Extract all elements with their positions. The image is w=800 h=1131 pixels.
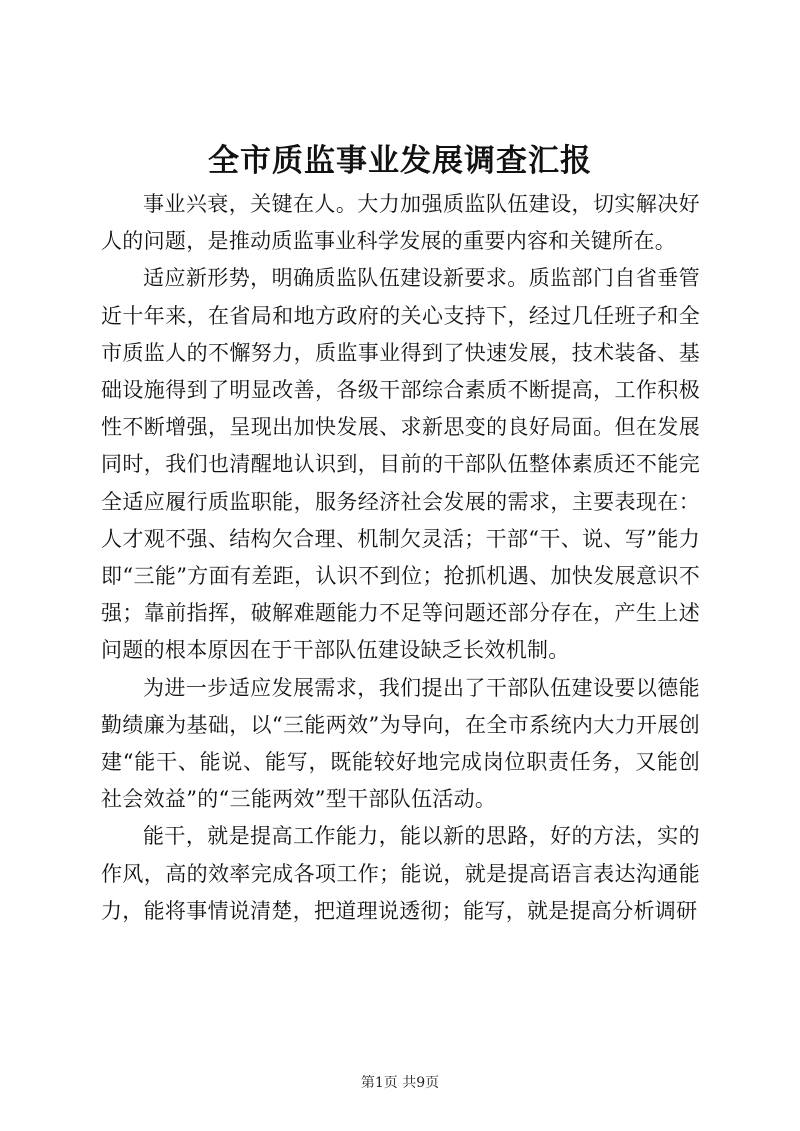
paragraph-new-requirements: 适应新形势，明确质监队伍建设新要求。质监部门自省垂管近十年来，在省局和地方政府的关心支持下，经过几任班子和全市质监人的不懈努力，质监事业得到了快速发展，技术装备、基础设施得到了明显改善，各级干部综合素质不断提高，工作积极性不断增强，呈现出加快发展、求新思变的良好局面。但在发展同时，我们也清醒地认识到，目前的干部队伍整体素质还不能完全适应履行质监职能，服务经济社会发展的需求，主要表现在：人才观不强、结构欠合理、机制欠灵活；干部“干、说、写”能力即“三能”方面有差距，认识不到位；抢抓机遇、加快发展意识不强；靠前指挥，破解难题能力不足等问题还部分存在，产生上述问题的根本原因在于干部队伍建设缺乏长效机制。: [101, 266, 700, 663]
paragraph-intro: 事业兴衰，关键在人。大力加强质监队伍建设，切实解决好人的问题，是推动质监事业科学发展的重要内容和关键所在。: [101, 192, 700, 254]
page-number-footer: 第1页 共9页: [360, 1075, 440, 1091]
document-title: 全市质监事业发展调查汇报: [208, 143, 592, 179]
paragraph-ability-definitions: 能干，就是提高工作能力，能以新的思路，好的方法，实的作风，高的效率完成各项工作；能说，就是提高语言表达沟通能力，能将事情说清楚，把道理说透彻；能写，就是提高分析调研: [101, 824, 700, 923]
document-body: [101, 186, 700, 930]
paragraph-three-abilities-initiative: 为进一步适应发展需求，我们提出了干部队伍建设要以德能勤绩廉为基础，以“三能两效”为导向，在全市系统内大力开展创建“能干、能说、能写，既能较好地完成岗位职责任务，又能创社会效益”的“三能两效”型干部队伍活动。: [101, 675, 700, 812]
